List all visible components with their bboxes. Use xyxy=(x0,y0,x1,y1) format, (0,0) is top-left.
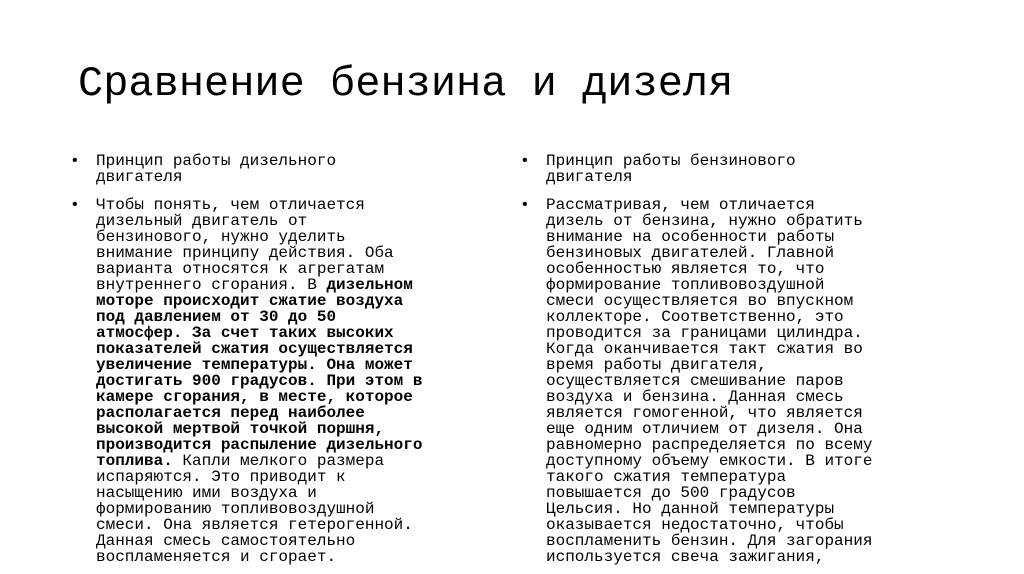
list-item xyxy=(72,197,472,565)
slide-title: Сравнение бензина и дизеля xyxy=(78,60,734,108)
petrol-heading: Принцип работы бензинового двигателя xyxy=(546,152,796,186)
diesel-text-part1: Чтобы понять, чем отличается дизельный двигатель от бензинового, нужно уделить внимание принципу действия. Оба варианта относятся к агрегатам внутреннего сгорания. В xyxy=(96,196,394,294)
right-column xyxy=(522,153,922,565)
bullet-icon: • xyxy=(72,152,78,169)
list-item xyxy=(522,197,922,565)
diesel-text-part2: Капли мелкого размера испаряются. Это приводит к насыщению ими воздуха и формированию топливовоздушной смеси. Она является гетерогенной. Данная смесь самостоятельно воспламеняется и сгорает. xyxy=(96,452,413,566)
bullet-icon: • xyxy=(522,196,528,213)
diesel-heading: Принцип работы дизельного двигателя xyxy=(96,152,337,186)
diesel-paragraph xyxy=(96,197,472,565)
petrol-paragraph: Рассматривая, чем отличается дизель от бензина, нужно обратить внимание на особенности работы бензиновых двигателей. Главной особенностью является то, что формирование топливовоздушной смеси осуществляется во впускном коллекторе. Соответственно, это проводится за границами цилиндра. Когда оканчивается такт сжатия во время работы двигателя, осуществляется смешивание паров воздуха и бензина. Данная смесь является гомогенной, что является еще одним отличием от дизеля. Она равномерно распределяется по всему доступному объему емкости. В итоге такого сжатия температура повышается до 500 градусов Цельсия. Но данной температуры оказывается недостаточно, чтобы воспламенить бензин. Для загорания используется свеча зажигания, xyxy=(546,196,873,566)
bullet-icon: • xyxy=(72,196,78,213)
bullet-icon: • xyxy=(522,152,528,169)
list-item xyxy=(72,153,472,185)
list-item xyxy=(522,153,922,185)
diesel-text-bold: дизельном моторе происходит сжатие воздуха под давлением от 30 до 50 атмосфер. За счет таких высоких показателей сжатия осуществляется увеличение температуры. Она может достигать 900 градусов. При этом в камере сгорания, в месте, которое располагается перед наиболее высокой мертвой точкой поршня, производится распыление дизельного топлива. xyxy=(96,276,423,470)
left-column xyxy=(72,153,472,565)
